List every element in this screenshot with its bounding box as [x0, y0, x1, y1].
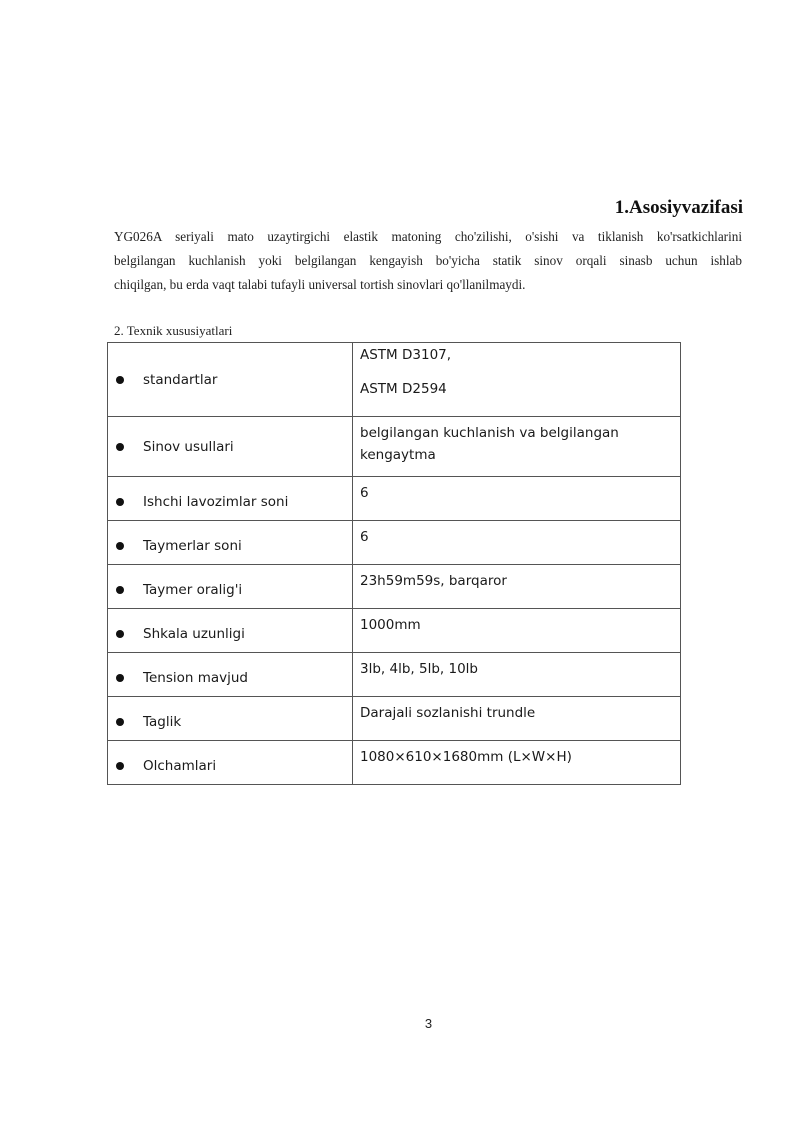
spec-value-cell	[353, 609, 681, 653]
spec-label: Sinov usullari	[143, 438, 234, 455]
spec-value: kengaytma	[360, 447, 436, 463]
table-row	[108, 697, 681, 741]
spec-value-cell	[353, 697, 681, 741]
spec-label: Taglik	[143, 713, 182, 730]
description-paragraph	[114, 225, 742, 297]
paragraph-line: chiqilgan, bu erda vaqt talabi tufayli universal tortish sinovlari qo'llanilmaydi.	[114, 277, 526, 292]
table-row	[108, 477, 681, 521]
paragraph-line: YG026A seriyali mato uzaytirgichi elastik matoning cho'zilishi, o'sishi va tiklanish ko'rsatkichlarini	[114, 229, 742, 244]
table-row	[108, 417, 681, 477]
spec-value: belgilangan kuchlanish va belgilangan	[360, 425, 619, 441]
spec-label-cell	[108, 609, 353, 653]
bullet-icon	[116, 443, 124, 451]
section-heading: 1.Asosiyvazifasi	[614, 197, 743, 218]
table-row	[108, 609, 681, 653]
spec-value: ASTM D3107,	[360, 347, 452, 363]
spec-label-cell	[108, 343, 353, 417]
bullet-icon	[116, 674, 124, 682]
spec-value: 1000mm	[360, 617, 421, 633]
spec-value-cell	[353, 653, 681, 697]
table-row	[108, 343, 681, 417]
spec-label-cell	[108, 477, 353, 521]
table-row	[108, 521, 681, 565]
paragraph-line: belgilangan kuchlanish yoki belgilangan kengayish bo'yicha statik sinov orqali sinasb uchun ishlab	[114, 253, 742, 268]
spec-value: 3lb, 4lb, 5lb, 10lb	[360, 661, 478, 677]
spec-value: 6	[360, 485, 369, 501]
spec-label-cell	[108, 741, 353, 785]
bullet-icon	[116, 376, 124, 384]
table-row	[108, 741, 681, 785]
spec-value-cell	[353, 741, 681, 785]
spec-label: Olchamlari	[143, 757, 217, 774]
spec-value: 23h59m59s, barqaror	[360, 573, 507, 589]
spec-value-cell	[353, 343, 681, 417]
spec-value-cell	[353, 565, 681, 609]
table-row	[108, 653, 681, 697]
spec-label: Tension mavjud	[143, 669, 248, 686]
table-row	[108, 565, 681, 609]
spec-value-cell	[353, 521, 681, 565]
spec-value: ASTM D2594	[360, 381, 447, 397]
spec-label: Taymer oralig'i	[143, 581, 243, 598]
specs-section-title: 2. Texnik xususiyatlari	[114, 323, 233, 338]
specs-table	[107, 342, 681, 785]
spec-label: standartlar	[143, 371, 218, 388]
spec-value-cell	[353, 417, 681, 477]
spec-label-cell	[108, 565, 353, 609]
spec-value: 6	[360, 529, 369, 545]
spec-label-cell	[108, 653, 353, 697]
spec-label: Ishchi lavozimlar soni	[143, 493, 289, 510]
bullet-icon	[116, 498, 124, 506]
spec-value-cell	[353, 477, 681, 521]
page-number: 3	[424, 1016, 433, 1031]
spec-label-cell	[108, 697, 353, 741]
bullet-icon	[116, 542, 124, 550]
spec-label: Shkala uzunligi	[143, 625, 245, 642]
spec-label-cell	[108, 417, 353, 477]
spec-value: 1080×610×1680mm (L×W×H)	[360, 749, 572, 765]
bullet-icon	[116, 762, 124, 770]
bullet-icon	[116, 718, 124, 726]
bullet-icon	[116, 586, 124, 594]
spec-label: Taymerlar soni	[143, 537, 242, 554]
spec-value: Darajali sozlanishi trundle	[360, 705, 536, 721]
bullet-icon	[116, 630, 124, 638]
spec-label-cell	[108, 521, 353, 565]
